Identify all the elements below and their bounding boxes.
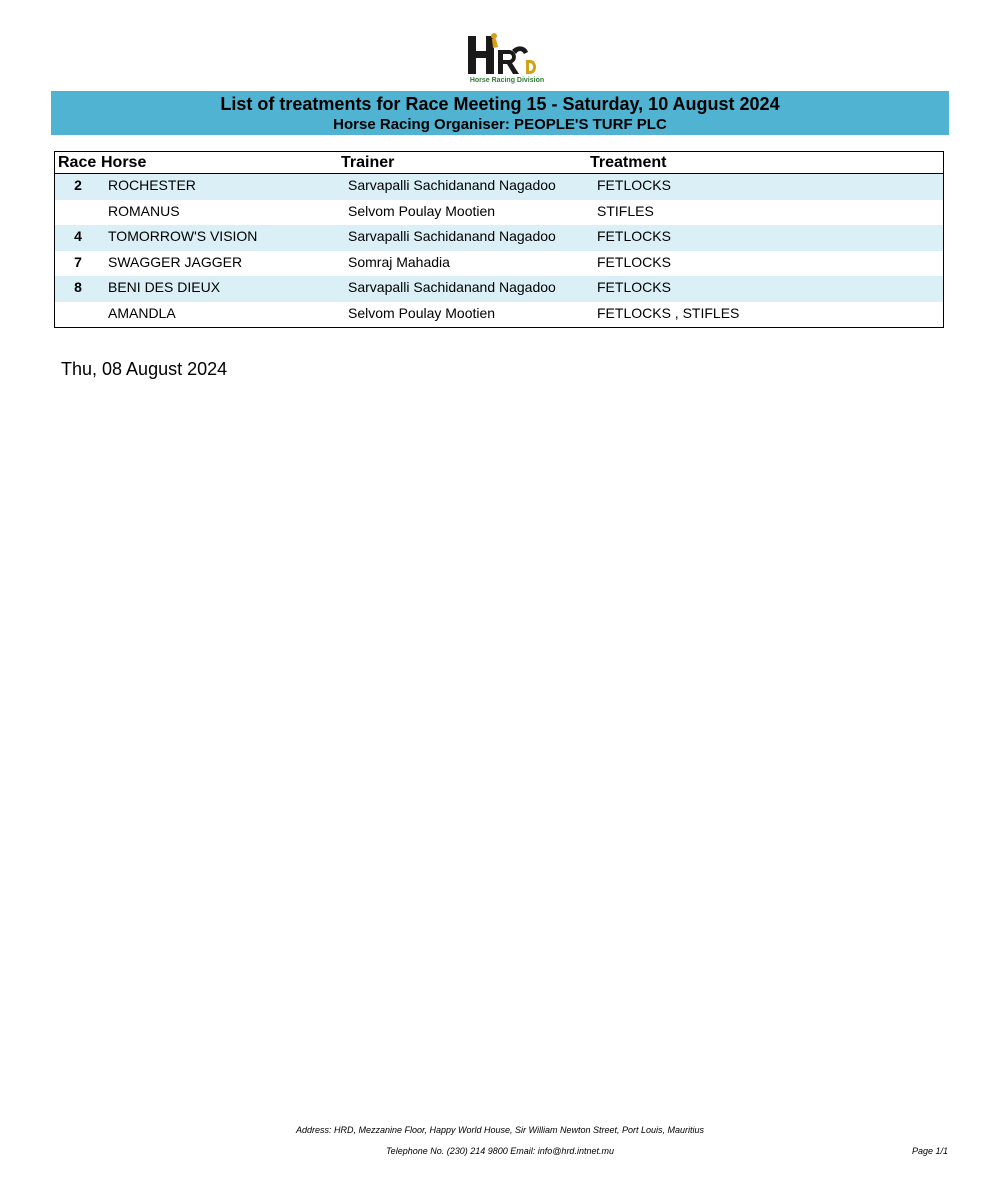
column-header-trainer: Trainer [341,154,395,171]
horse-name: ROMANUS [108,202,180,219]
table-row [55,200,943,226]
column-header-race: Race [58,154,97,171]
table-row [55,251,943,277]
table-row [55,174,943,200]
hrd-logo [462,30,552,88]
page-number: Page 1/1 [911,1146,948,1156]
trainer-name: Selvom Poulay Mootien [348,304,496,321]
race-number: 2 [74,177,82,193]
treatment: FETLOCKS , STIFLES [597,304,740,321]
footer-contact: Telephone No. (230) 214 9800 Email: info@hrd.intnet.mu [386,1146,614,1156]
column-header-horse: Horse [101,154,147,171]
treatments-table [54,151,944,328]
horse-name: TOMORROW'S VISION [108,228,258,244]
trainer-name: Sarvapalli Sachidanand Nagadoo [348,228,556,244]
horse-logo-icon [462,30,552,78]
table-row [55,225,943,251]
table-row [55,302,943,328]
trainer-name: Sarvapalli Sachidanand Nagadoo [348,177,556,193]
treatment: STIFLES [597,202,654,219]
treatment: FETLOCKS [597,177,671,193]
report-header-banner [51,91,949,135]
horse-name: SWAGGER JAGGER [108,253,243,270]
report-subtitle: Horse Racing Organiser: PEOPLE'S TURF PLC [333,116,667,133]
treatment: FETLOCKS [597,228,671,244]
treatment: FETLOCKS [597,253,671,270]
race-number: 4 [74,228,82,244]
race-number: 7 [74,253,82,270]
trainer-name: Sarvapalli Sachidanand Nagadoo [348,279,556,295]
horse-name: ROCHESTER [108,177,196,193]
column-header-treatment: Treatment [590,154,667,171]
printed-date: Thu, 08 August 2024 [61,359,228,379]
race-number: 8 [74,279,82,295]
trainer-name: Selvom Poulay Mootien [348,202,496,219]
footer-address: Address: HRD, Mezzanine Floor, Happy World House, Sir William Newton Street, Port Louis, Mauritius [295,1125,705,1135]
horse-name: AMANDLA [108,304,176,321]
table-row [55,276,943,302]
report-title: List of treatments for Race Meeting 15 - Saturday, 10 August 2024 [220,94,780,114]
horse-name: BENI DES DIEUX [108,279,221,295]
trainer-name: Somraj Mahadia [348,253,450,270]
treatment: FETLOCKS [597,279,671,295]
table-header-row [55,152,943,174]
logo-caption: Horse Racing Division [469,77,545,84]
